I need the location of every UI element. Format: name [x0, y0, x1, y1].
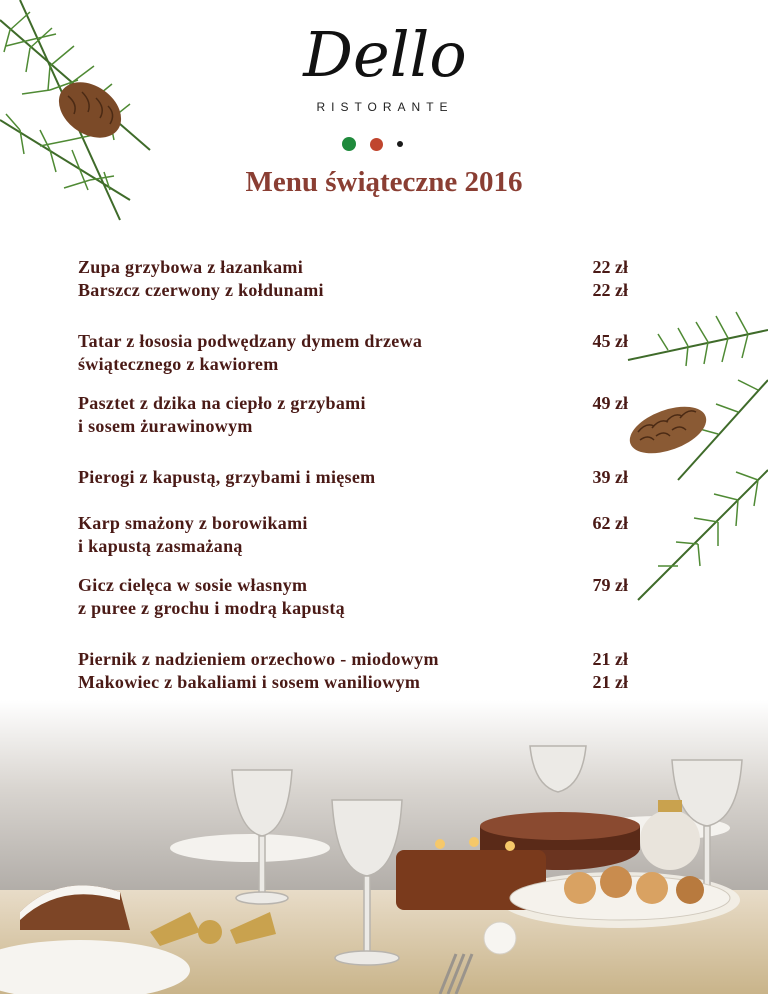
fir-branch-top-left: [0, 0, 230, 270]
menu-title: Menu świąteczne 2016: [245, 166, 523, 198]
menu-item-name: Makowiec z bakaliami i sosem waniliowym: [78, 672, 421, 692]
menu-item-name: Zupa grzybowa z łazankami: [78, 257, 304, 277]
menu-item: [78, 330, 628, 376]
red-dot: [370, 138, 383, 151]
menu-item-name: Pasztet z dzika na ciepło z grzybami i sosem żurawinowym: [78, 393, 366, 436]
logo-subtitle: RISTORANTE: [316, 100, 454, 114]
menu-item-price: 62 zł: [592, 513, 628, 533]
menu-item: [78, 512, 628, 558]
menu-item-name: Barszcz czerwony z kołdunami: [78, 280, 324, 300]
menu-item-price: 79 zł: [592, 575, 628, 595]
green-dot: [342, 137, 356, 151]
logo-script-text: Dello: [303, 18, 467, 91]
menu-item-name: Karp smażony z borowikami i kapustą zasmażaną: [78, 513, 308, 556]
menu-item-name: Pierogi z kapustą, grzybami i mięsem: [78, 467, 376, 487]
logo-script: [255, 14, 515, 94]
pinecone-icon: [48, 71, 131, 149]
menu-item-price: 45 zł: [592, 331, 628, 351]
menu-item-price: 21 zł: [592, 672, 628, 692]
festive-table-photo: [0, 700, 768, 994]
menu-item: [78, 256, 628, 279]
menu-item-price: 22 zł: [592, 257, 628, 277]
menu-item: [78, 466, 628, 489]
menu-item-name: Gicz cielęca w sosie własnym z puree z grochu i modrą kapustą: [78, 575, 345, 618]
pinecone-icon: [624, 398, 713, 463]
menu-item-name: Piernik z nadzieniem orzechowo - miodowym: [78, 649, 439, 669]
black-dot: [397, 141, 403, 147]
italian-dots: [342, 137, 403, 151]
menu-item: [78, 279, 628, 302]
menu-item-price: 22 zł: [592, 280, 628, 300]
restaurant-logo: [255, 14, 515, 114]
menu-item: [78, 671, 628, 694]
menu-item: [78, 574, 628, 620]
menu-item: [78, 648, 628, 671]
menu-item-price: 49 zł: [592, 393, 628, 413]
menu-item-name: Tatar z łososia podwędzany dymem drzewa świątecznego z kawiorem: [78, 331, 423, 374]
fir-branch-right: [618, 300, 768, 620]
menu-item-price: 39 zł: [592, 467, 628, 487]
menu-item-price: 21 zł: [592, 649, 628, 669]
menu-item: [78, 392, 628, 438]
